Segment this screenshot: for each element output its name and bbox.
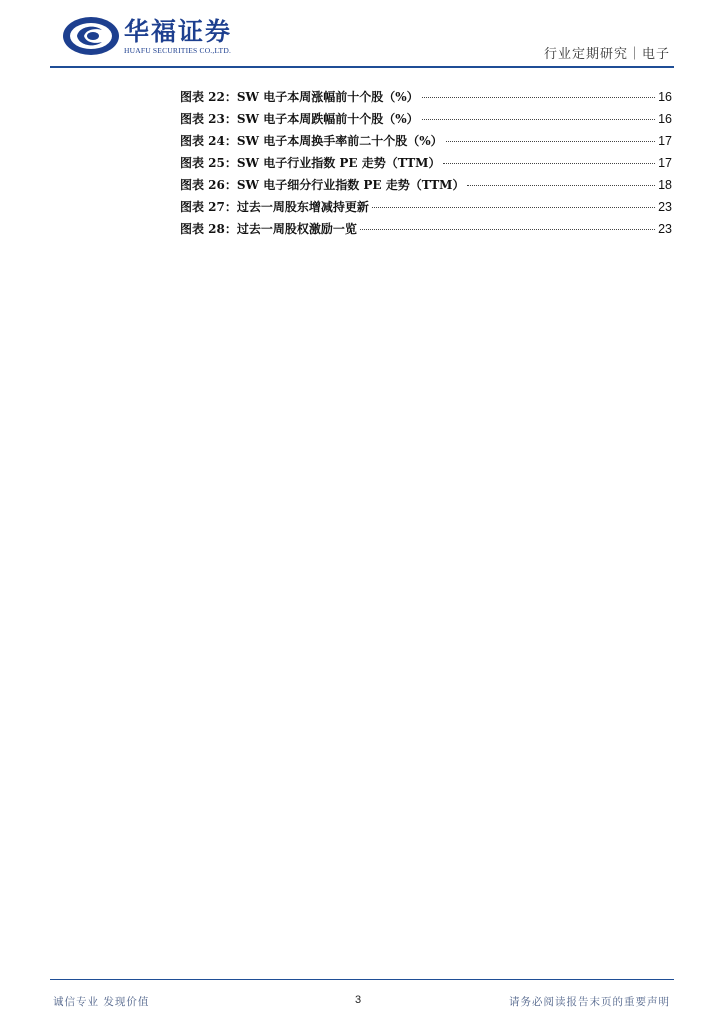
- toc-entry-title: 图表 25：SW 电子行业指数 PE 走势（TTM）: [180, 156, 441, 170]
- toc-entry-page: 17: [658, 134, 672, 148]
- toc-entry-page: 17: [658, 156, 672, 170]
- toc-entry-page: 18: [658, 178, 672, 192]
- toc-entry[interactable]: [180, 176, 672, 198]
- toc-entry-title: 图表 23：SW 电子本周跌幅前十个股（%）: [180, 112, 419, 126]
- footer-slogan: 诚信专业 发现价值: [53, 996, 150, 1008]
- header-divider: [50, 66, 674, 68]
- toc-dot-leader: [467, 185, 655, 186]
- footer-divider: [50, 979, 674, 980]
- toc-dot-leader: [446, 141, 655, 142]
- toc-dot-leader: [422, 97, 655, 98]
- page-header: [0, 0, 724, 70]
- toc-dot-leader: [443, 163, 655, 164]
- toc-dot-leader: [360, 229, 655, 230]
- page-number: 3: [355, 994, 362, 1006]
- toc-entry-page: 23: [658, 200, 672, 214]
- toc-entry-title: 图表 26：SW 电子细分行业指数 PE 走势（TTM）: [180, 178, 465, 192]
- toc-entry-page: 16: [658, 90, 672, 104]
- logo-english-name: HUAFU SECURITIES CO.,LTD.: [124, 45, 232, 55]
- toc-entry-title: 图表 27：过去一周股东增减持更新: [180, 200, 369, 214]
- toc-entry[interactable]: [180, 110, 672, 132]
- toc-entry[interactable]: [180, 88, 672, 110]
- toc-dot-leader: [422, 119, 655, 120]
- huafu-logo-icon: [62, 16, 120, 56]
- toc-entry-title: 图表 22：SW 电子本周涨幅前十个股（%）: [180, 90, 419, 104]
- toc-entry-title: 图表 24：SW 电子本周换手率前二十个股（%）: [180, 134, 443, 148]
- toc-entry[interactable]: [180, 132, 672, 154]
- toc-dot-leader: [372, 207, 655, 208]
- figure-list: [180, 88, 672, 242]
- toc-entry-title: 图表 28：过去一周股权激励一览: [180, 222, 357, 236]
- toc-entry[interactable]: [180, 198, 672, 220]
- footer-disclaimer: 请务必阅读报告末页的重要声明: [509, 996, 670, 1008]
- toc-entry-page: 23: [658, 222, 672, 236]
- company-logo: [62, 16, 232, 56]
- toc-entry[interactable]: [180, 220, 672, 242]
- report-type-label: 行业定期研究｜电子: [543, 47, 670, 62]
- logo-chinese-name: 华福证券: [124, 16, 233, 46]
- toc-entry[interactable]: [180, 154, 672, 176]
- toc-entry-page: 16: [658, 112, 672, 126]
